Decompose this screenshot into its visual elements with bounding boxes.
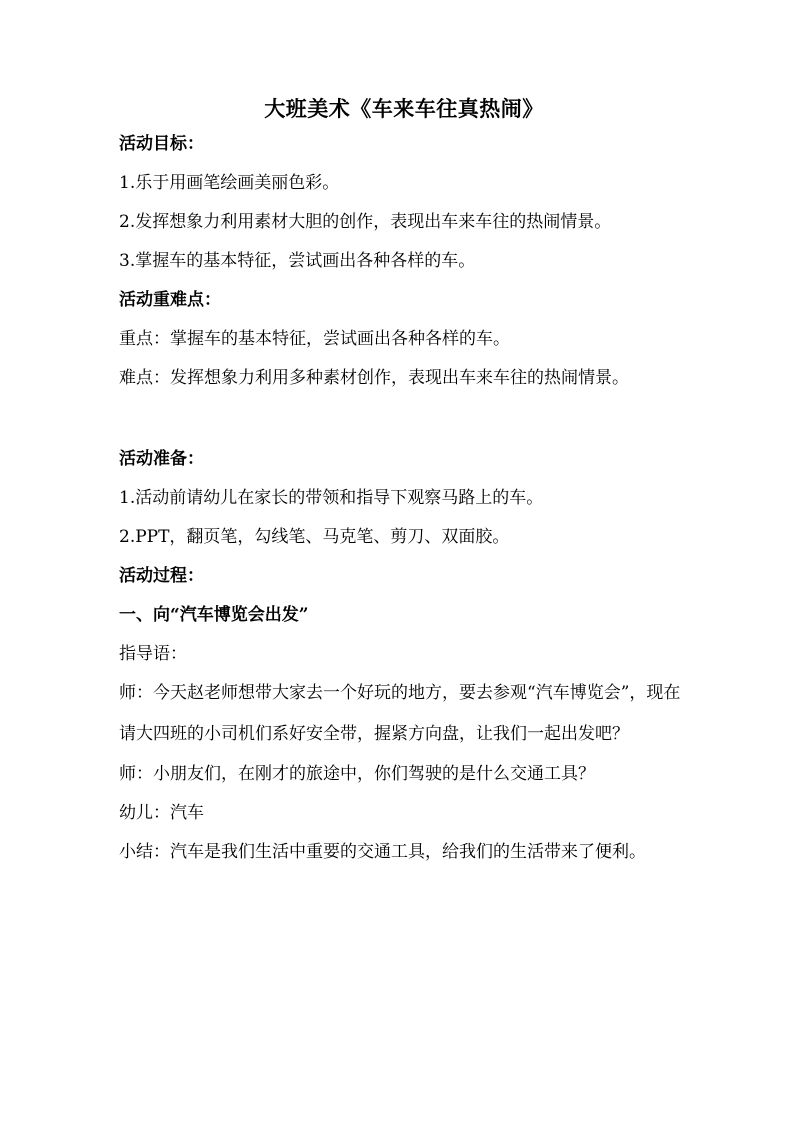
key-points-heading: 活动重难点：: [119, 290, 221, 310]
key-point-difficulty: 难点：发挥想象力利用多种素材创作，表现出车来车往的热闹情景。: [119, 368, 629, 388]
dialogue-child-1: 幼儿：汽车: [119, 803, 204, 823]
process-subheading: 一、向“汽车博览会出发”: [119, 605, 309, 625]
key-point-focus: 重点：掌握车的基本特征，尝试画出各种各样的车。: [119, 329, 510, 349]
dialogue-teacher-2: 师：小朋友们，在刚才的旅途中，你们驾驶的是什么交通工具？: [119, 764, 595, 784]
guide-label: 指导语：: [119, 644, 187, 664]
section-gap: [119, 405, 689, 447]
preparation-item-1: 1.活动前请幼儿在家长的带领和指导下观察马路上的车。: [119, 488, 544, 508]
process-heading: 活动过程：: [119, 566, 204, 586]
document-title: 大班美术《车来车往真热闹》: [264, 96, 544, 121]
goal-item-1: 1.乐于用画笔绘画美丽色彩。: [119, 173, 340, 193]
preparation-heading: 活动准备：: [119, 449, 204, 469]
goal-item-3: 3.掌握车的基本特征，尝试画出各种各样的车。: [119, 251, 476, 271]
document-body: [119, 92, 689, 880]
preparation-item-2: 2.PPT，翻页笔，勾线笔、马克笔、剪刀、双面胶。: [119, 527, 510, 547]
goals-heading: 活动目标：: [119, 134, 204, 154]
goal-item-2: 2.发挥想象力利用素材大胆的创作，表现出车来车往的热闹情景。: [119, 212, 612, 232]
dialogue-teacher-1: 师：今天赵老师想带大家去一个好玩的地方，要去参观“汽车博览会”，现在请大四班的小司机们系好安全带，握紧方向盘，让我们一起出发吧？: [119, 683, 681, 744]
dialogue-summary: 小结：汽车是我们生活中重要的交通工具，给我们的生活带来了便利。: [119, 842, 646, 862]
